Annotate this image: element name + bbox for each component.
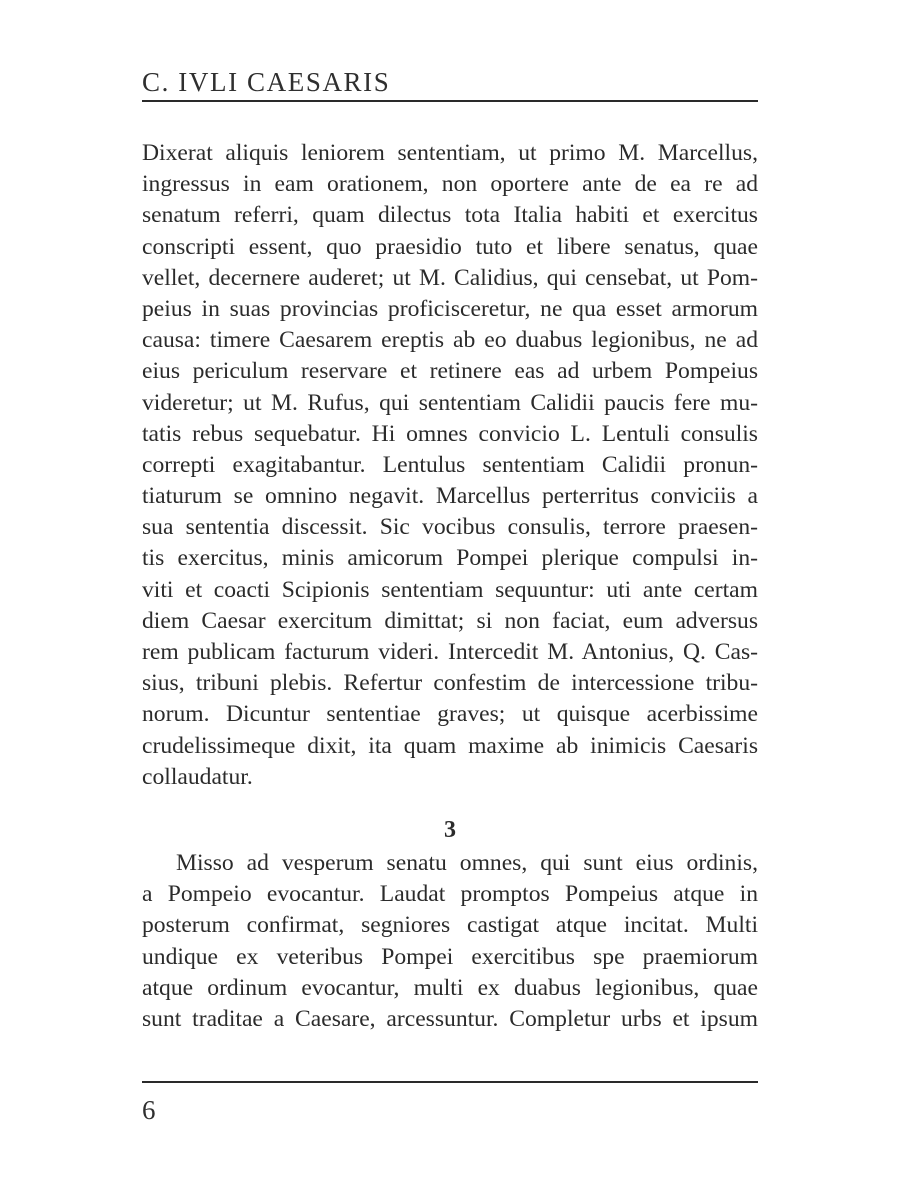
text-line: tiaturum se omnino negavit. Marcellus perterritus conviciis a: [142, 483, 758, 510]
text-line: sua sententia discessit. Sic vocibus consulis, terrore praesen-: [142, 514, 758, 541]
page-number: 6: [142, 1095, 156, 1125]
text-line: viti et coacti Scipionis sententiam sequuntur: uti ante certam: [142, 576, 758, 603]
text-line: collaudatur.: [142, 763, 253, 790]
text-line: videretur; ut M. Rufus, qui sententiam Calidii paucis fere mu-: [142, 389, 758, 416]
text-line: rem publicam facturum videri. Intercedit M. Antonius, Q. Cas-: [142, 639, 758, 665]
text-line: tatis rebus sequebatur. Hi omnes convicio L. Lentuli consulis: [142, 420, 758, 447]
book-page: [142, 0, 758, 1200]
text-line: a Pompeio evocantur. Laudat promptos Pompeius atque in: [142, 881, 758, 908]
text-line: senatum referri, quam dilectus tota Italia habiti et exercitus: [142, 202, 758, 229]
text-line: Misso ad vesperum senatu omnes, qui sunt eius ordinis,: [176, 850, 758, 876]
text-line: peius in suas provincias proficisceretur, ne qua esset armorum: [142, 295, 758, 322]
text-line: tis exercitus, minis amicorum Pompei plerique compulsi in-: [142, 545, 758, 572]
text-line: sius, tribuni plebis. Refertur confestim de intercessione tribu-: [142, 670, 758, 697]
text-line: posterum confirmat, segniores castigat atque incitat. Multi: [142, 912, 758, 939]
text-line: conscripti essent, quo praesidio tuto et libere senatus, quae: [142, 233, 758, 260]
footer-rule: [142, 1081, 758, 1083]
header-rule: [142, 100, 758, 102]
text-line: diem Caesar exercitum dimittat; si non faciat, eum adversus: [142, 607, 758, 634]
text-line: undique ex veteribus Pompei exercitibus spe praemiorum: [142, 943, 758, 970]
paragraph-2: [142, 848, 758, 1035]
text-line: Dixerat aliquis leniorem sententiam, ut primo M. Marcellus,: [142, 140, 758, 166]
text-line: norum. Dicuntur sententiae graves; ut quisque acerbissime: [142, 701, 758, 728]
paragraph-1: [142, 138, 758, 793]
text-line: vellet, decernere auderet; ut M. Calidius, qui censebat, ut Pom-: [142, 264, 758, 291]
running-head: C. IVLI CAESARIS: [142, 67, 391, 97]
text-line: correpti exagitabantur. Lentulus sententiam Calidii pronun-: [142, 451, 758, 478]
text-line: crudelissimeque dixit, ita quam maxime ab inimicis Caesaris: [142, 732, 758, 759]
text-line: eius periculum reservare et retinere eas ad urbem Pompeius: [142, 358, 758, 385]
text-line: sunt traditae a Caesare, arcessuntur. Completur urbs et ipsum: [142, 1005, 758, 1032]
text-line: causa: timere Caesarem ereptis ab eo duabus legionibus, ne ad: [142, 327, 758, 354]
section-number: 3: [444, 817, 456, 843]
text-line: atque ordinum evocantur, multi ex duabus legionibus, quae: [142, 974, 758, 1001]
text-line: ingressus in eam orationem, non oportere ante de ea re ad: [142, 171, 758, 198]
